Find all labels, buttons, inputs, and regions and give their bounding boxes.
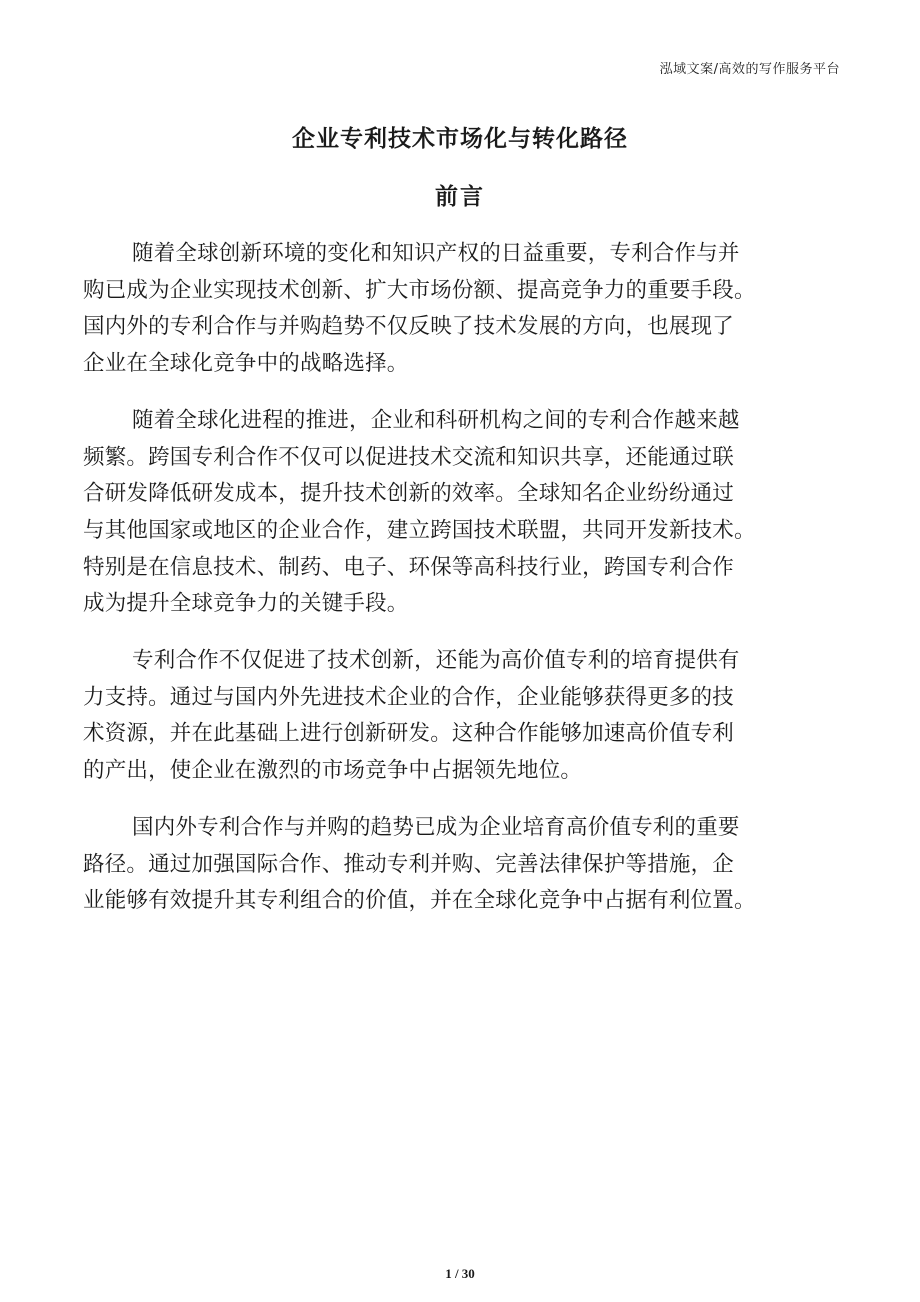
paragraph-line: 与其他国家或地区的企业合作，建立跨国技术联盟，共同开发新技术。 <box>83 517 756 543</box>
paragraph-line: 特别是在信息技术、制药、电子、环保等高科技行业，跨国专利合作 <box>83 554 735 580</box>
paragraph-line: 合研发降低研发成本，提升技术创新的效率。全球知名企业纷纷通过 <box>83 481 735 507</box>
paragraph-line: 路径。通过加强国际合作、推动专利并购、完善法律保护等措施，企 <box>83 851 735 877</box>
paragraph-line: 国内外专利合作与并购的趋势已成为企业培育高价值专利的重要 <box>132 814 740 840</box>
paragraph-2 <box>83 403 843 623</box>
paragraph-1 <box>83 236 843 383</box>
paragraph-line: 力支持。通过与国内外先进技术企业的合作，企业能够获得更多的技 <box>83 684 735 710</box>
paragraph-line: 随着全球创新环境的变化和知识产权的日益重要，专利合作与并 <box>132 241 740 266</box>
paragraph-line: 业能够有效提升其专利组合的价值，并在全球化竞争中占据有利位置。 <box>83 888 756 914</box>
document-title: 企业专利技术市场化与转化路径 <box>292 126 628 152</box>
page-number: 1 / 30 <box>445 1266 475 1281</box>
paragraph-line: 国内外的专利合作与并购趋势不仅反映了技术发展的方向，也展现了 <box>83 314 735 340</box>
paragraph-line: 企业在全球化竞争中的战略选择。 <box>83 351 409 377</box>
paragraph-4 <box>83 810 843 920</box>
document-body <box>83 236 843 940</box>
paragraph-3 <box>83 643 843 790</box>
paragraph-line: 频繁。跨国专利合作不仅可以促进技术交流和知识共享，还能通过联 <box>83 444 735 470</box>
paragraph-line: 专利合作不仅促进了技术创新，还能为高价值专利的培育提供有 <box>132 648 740 674</box>
section-title: 前言 <box>435 184 485 210</box>
paragraph-line: 的产出，使企业在激烈的市场竞争中占据领先地位。 <box>83 758 583 784</box>
paragraph-line: 成为提升全球竞争力的关键手段。 <box>83 591 409 617</box>
paragraph-line: 购已成为企业实现技术创新、扩大市场份额、提高竞争力的重要手段。 <box>83 277 756 303</box>
paragraph-line: 术资源，并在此基础上进行创新研发。这种合作能够加速高价值专利 <box>83 721 735 747</box>
paragraph-line: 随着全球化进程的推进，企业和科研机构之间的专利合作越来越 <box>132 407 740 433</box>
header-note: 泓域文案/高效的写作服务平台 <box>659 62 840 77</box>
